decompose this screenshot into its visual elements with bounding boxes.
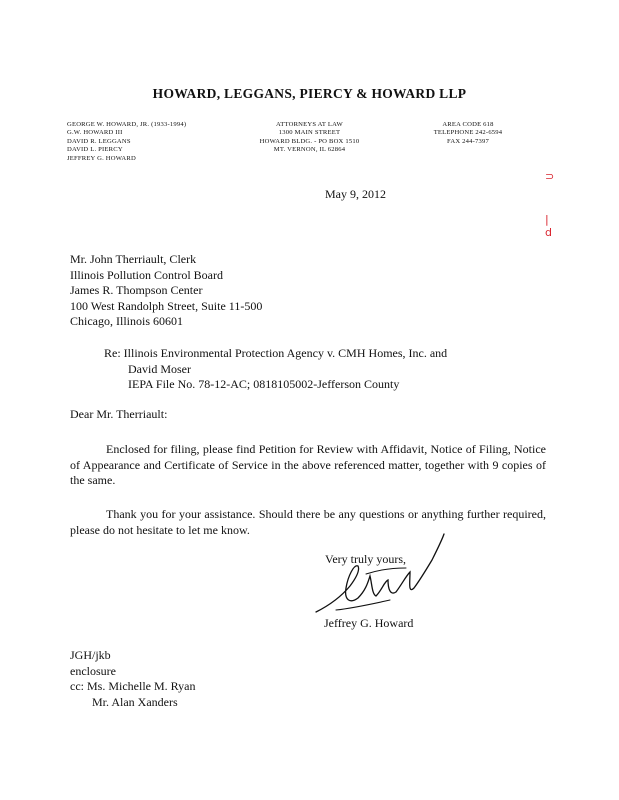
closing: Very truly yours, — [325, 552, 406, 566]
firm-name: HOWARD, LEGGANS, PIERCY & HOWARD LLP — [152, 86, 467, 101]
recipient-line: Mr. John Therriault, Clerk — [70, 252, 197, 266]
body-paragraph-2: Thank you for your assistance. Should there be any questions or anything further required, please do not hesitate to let me know. — [70, 507, 546, 537]
cc-line-2: Mr. Alan Xanders — [92, 694, 178, 709]
re-line — [104, 346, 447, 393]
firm-contact — [422, 121, 514, 146]
firm-address-line: ATTORNEYS AT LAW — [276, 121, 343, 128]
firm-address-line: HOWARD BLDG. - PO BOX 1510 — [259, 137, 360, 145]
partner-name: GEORGE W. HOWARD, JR. (1933-1994) — [67, 121, 187, 128]
telephone: TELEPHONE 242-6594 — [433, 129, 503, 137]
fax: FAX 244-7397 — [446, 137, 490, 145]
firm-address — [0, 121, 619, 155]
letter-footer — [70, 648, 196, 710]
signer-name: Jeffrey G. Howard — [324, 616, 414, 630]
firm-address-line: MT. VERNON, IL 62864 — [273, 146, 346, 154]
area-code: AREA CODE 618 — [442, 121, 494, 128]
margin-mark: d — [545, 226, 552, 239]
partner-name: JEFFREY G. HOWARD — [67, 154, 136, 162]
re-line-2: David Moser — [128, 361, 191, 376]
partner-name: DAVID L. PIERCY — [67, 146, 123, 154]
enclosure-note: enclosure — [70, 663, 116, 678]
partner-name: DAVID R. LEGGANS — [67, 137, 131, 145]
typist-initials: JGH/jkb — [70, 648, 111, 662]
margin-mark: ⊃ — [545, 170, 555, 183]
firm-address-line: 1300 MAIN STREET — [278, 129, 341, 137]
body-paragraph-1: Enclosed for filing, please find Petition for Review with Affidavit, Notice of Filing, Notice of Appearance and Certificate of Service in the above referenced matter, together with 9 copies of the same. — [70, 442, 546, 487]
recipient-line: Illinois Pollution Control Board — [70, 267, 224, 282]
letter-date: May 9, 2012 — [325, 187, 386, 201]
partner-name: G.W. HOWARD III — [67, 129, 123, 137]
margin-marks — [545, 170, 554, 239]
re-line-3: IEPA File No. 78-12-AC; 0818105002-Jefferson County — [128, 377, 400, 391]
salutation: Dear Mr. Therriault: — [70, 407, 168, 421]
recipient-line: James R. Thompson Center — [70, 283, 203, 297]
recipient-line: Chicago, Illinois 60601 — [70, 314, 183, 328]
re-line-1: Re: Illinois Environmental Protection Agency v. CMH Homes, Inc. and — [104, 346, 448, 360]
recipient-address — [70, 252, 262, 330]
margin-mark: | — [545, 213, 549, 226]
signature-image — [306, 524, 456, 624]
cc-line-1: cc: Ms. Michelle M. Ryan — [70, 679, 196, 693]
recipient-line: 100 West Randolph Street, Suite 11-500 — [70, 298, 263, 313]
